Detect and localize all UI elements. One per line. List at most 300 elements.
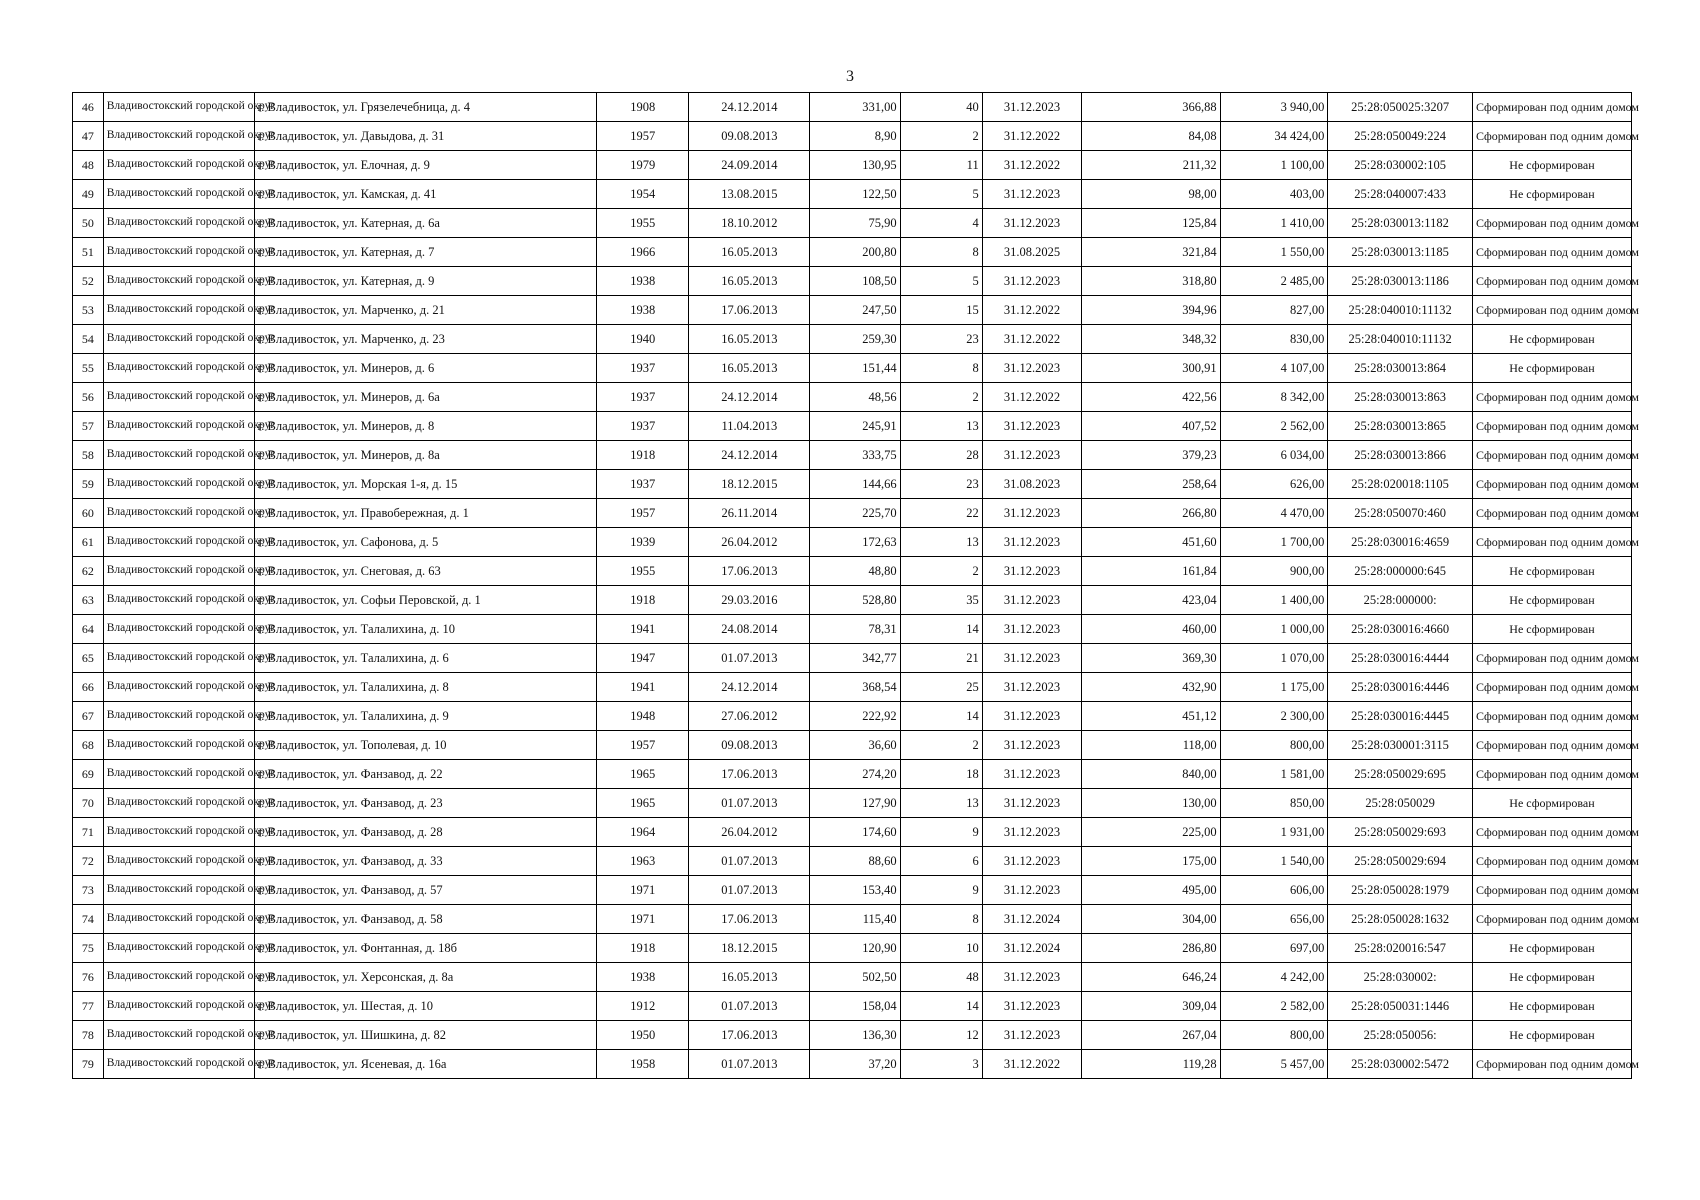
table-row: [73, 412, 1632, 441]
area-cell: 172,63: [810, 528, 900, 557]
residents-cell: 6: [900, 847, 982, 876]
year-built-cell: 1965: [597, 789, 689, 818]
land-status-cell: Сформирован под одним домом: [1472, 238, 1631, 267]
land-area-cell: 1 581,00: [1220, 760, 1328, 789]
row-number: 49: [73, 180, 104, 209]
municipality-cell: Владивостокский городской округ: [103, 1050, 254, 1079]
address-cell: г. Владивосток, ул. Марченко, д. 23: [254, 325, 597, 354]
relocation-term-cell: 31.12.2023: [982, 702, 1081, 731]
address-cell: г. Владивосток, ул. Талалихина, д. 9: [254, 702, 597, 731]
residents-cell: 9: [900, 876, 982, 905]
table-row: [73, 296, 1632, 325]
area-cell: 200,80: [810, 238, 900, 267]
total-area-cell: 348,32: [1082, 325, 1220, 354]
row-number: 73: [73, 876, 104, 905]
land-status-cell: Не сформирован: [1472, 557, 1631, 586]
municipality-cell: Владивостокский городской округ: [103, 412, 254, 441]
cadastral-number-cell: 25:28:050029:693: [1328, 818, 1473, 847]
relocation-term-cell: 31.08.2025: [982, 238, 1081, 267]
address-cell: г. Владивосток, ул. Камская, д. 41: [254, 180, 597, 209]
table-row: [73, 325, 1632, 354]
land-status-cell: Сформирован под одним домом: [1472, 267, 1631, 296]
area-cell: 78,31: [810, 615, 900, 644]
relocation-term-cell: 31.12.2023: [982, 731, 1081, 760]
residents-cell: 2: [900, 122, 982, 151]
land-status-cell: Сформирован под одним домом: [1472, 470, 1631, 499]
cadastral-number-cell: 25:28:050025:3207: [1328, 93, 1473, 122]
area-cell: 342,77: [810, 644, 900, 673]
row-number: 74: [73, 905, 104, 934]
address-cell: г. Владивосток, ул. Фанзавод, д. 33: [254, 847, 597, 876]
recognition-date-cell: 27.06.2012: [689, 702, 810, 731]
relocation-term-cell: 31.12.2022: [982, 122, 1081, 151]
total-area-cell: 318,80: [1082, 267, 1220, 296]
land-area-cell: 4 242,00: [1220, 963, 1328, 992]
land-status-cell: Сформирован под одним домом: [1472, 93, 1631, 122]
table-row: [73, 528, 1632, 557]
address-cell: г. Владивосток, ул. Минеров, д. 8а: [254, 441, 597, 470]
relocation-term-cell: 31.12.2023: [982, 615, 1081, 644]
year-built-cell: 1912: [597, 992, 689, 1021]
row-number: 79: [73, 1050, 104, 1079]
row-number: 69: [73, 760, 104, 789]
cadastral-number-cell: 25:28:000000:: [1328, 586, 1473, 615]
relocation-term-cell: 31.12.2023: [982, 818, 1081, 847]
total-area-cell: 119,28: [1082, 1050, 1220, 1079]
area-cell: 153,40: [810, 876, 900, 905]
total-area-cell: 84,08: [1082, 122, 1220, 151]
row-number: 78: [73, 1021, 104, 1050]
residents-cell: 5: [900, 180, 982, 209]
municipality-cell: Владивостокский городской округ: [103, 963, 254, 992]
year-built-cell: 1937: [597, 470, 689, 499]
area-cell: 528,80: [810, 586, 900, 615]
land-status-cell: Не сформирован: [1472, 992, 1631, 1021]
table-row: [73, 151, 1632, 180]
table-row: [73, 905, 1632, 934]
area-cell: 115,40: [810, 905, 900, 934]
year-built-cell: 1957: [597, 122, 689, 151]
land-area-cell: 850,00: [1220, 789, 1328, 818]
area-cell: 222,92: [810, 702, 900, 731]
year-built-cell: 1966: [597, 238, 689, 267]
residents-cell: 48: [900, 963, 982, 992]
year-built-cell: 1955: [597, 209, 689, 238]
relocation-term-cell: 31.12.2023: [982, 1021, 1081, 1050]
recognition-date-cell: 16.05.2013: [689, 238, 810, 267]
relocation-term-cell: 31.12.2022: [982, 296, 1081, 325]
recognition-date-cell: 17.06.2013: [689, 296, 810, 325]
recognition-date-cell: 17.06.2013: [689, 1021, 810, 1050]
land-area-cell: 1 540,00: [1220, 847, 1328, 876]
relocation-term-cell: 31.12.2023: [982, 992, 1081, 1021]
residents-cell: 13: [900, 412, 982, 441]
municipality-cell: Владивостокский городской округ: [103, 760, 254, 789]
address-cell: г. Владивосток, ул. Марченко, д. 21: [254, 296, 597, 325]
area-cell: 368,54: [810, 673, 900, 702]
land-status-cell: Не сформирован: [1472, 789, 1631, 818]
land-status-cell: Сформирован под одним домом: [1472, 818, 1631, 847]
land-area-cell: 830,00: [1220, 325, 1328, 354]
table-row: [73, 615, 1632, 644]
cadastral-number-cell: 25:28:030013:863: [1328, 383, 1473, 412]
area-cell: 36,60: [810, 731, 900, 760]
year-built-cell: 1941: [597, 615, 689, 644]
land-area-cell: 1 100,00: [1220, 151, 1328, 180]
municipality-cell: Владивостокский городской округ: [103, 644, 254, 673]
total-area-cell: 130,00: [1082, 789, 1220, 818]
total-area-cell: 211,32: [1082, 151, 1220, 180]
municipality-cell: Владивостокский городской округ: [103, 818, 254, 847]
land-area-cell: 1 931,00: [1220, 818, 1328, 847]
land-area-cell: 697,00: [1220, 934, 1328, 963]
land-status-cell: Сформирован под одним домом: [1472, 296, 1631, 325]
address-cell: г. Владивосток, ул. Катерная, д. 9: [254, 267, 597, 296]
recognition-date-cell: 26.04.2012: [689, 528, 810, 557]
total-area-cell: 495,00: [1082, 876, 1220, 905]
recognition-date-cell: 09.08.2013: [689, 122, 810, 151]
recognition-date-cell: 01.07.2013: [689, 789, 810, 818]
row-number: 65: [73, 644, 104, 673]
land-status-cell: Не сформирован: [1472, 180, 1631, 209]
land-area-cell: 34 424,00: [1220, 122, 1328, 151]
recognition-date-cell: 01.07.2013: [689, 876, 810, 905]
land-area-cell: 606,00: [1220, 876, 1328, 905]
recognition-date-cell: 09.08.2013: [689, 731, 810, 760]
table-row: [73, 238, 1632, 267]
recognition-date-cell: 18.12.2015: [689, 470, 810, 499]
land-area-cell: 5 457,00: [1220, 1050, 1328, 1079]
table-row: [73, 644, 1632, 673]
land-area-cell: 1 000,00: [1220, 615, 1328, 644]
year-built-cell: 1963: [597, 847, 689, 876]
relocation-term-cell: 31.12.2023: [982, 760, 1081, 789]
address-cell: г. Владивосток, ул. Катерная, д. 7: [254, 238, 597, 267]
table-row: [73, 354, 1632, 383]
relocation-term-cell: 31.12.2022: [982, 1050, 1081, 1079]
residents-cell: 3: [900, 1050, 982, 1079]
residents-cell: 22: [900, 499, 982, 528]
table-row: [73, 934, 1632, 963]
municipality-cell: Владивостокский городской округ: [103, 992, 254, 1021]
row-number: 62: [73, 557, 104, 586]
area-cell: 8,90: [810, 122, 900, 151]
recognition-date-cell: 29.03.2016: [689, 586, 810, 615]
cadastral-number-cell: 25:28:040007:433: [1328, 180, 1473, 209]
land-status-cell: Не сформирован: [1472, 586, 1631, 615]
address-cell: г. Владивосток, ул. Катерная, д. 6а: [254, 209, 597, 238]
land-status-cell: Сформирован под одним домом: [1472, 499, 1631, 528]
land-area-cell: 900,00: [1220, 557, 1328, 586]
municipality-cell: Владивостокский городской округ: [103, 934, 254, 963]
residents-cell: 25: [900, 673, 982, 702]
table-row: [73, 731, 1632, 760]
total-area-cell: 379,23: [1082, 441, 1220, 470]
residents-cell: 21: [900, 644, 982, 673]
recognition-date-cell: 13.08.2015: [689, 180, 810, 209]
recognition-date-cell: 17.06.2013: [689, 760, 810, 789]
row-number: 67: [73, 702, 104, 731]
municipality-cell: Владивостокский городской округ: [103, 847, 254, 876]
recognition-date-cell: 24.12.2014: [689, 93, 810, 122]
recognition-date-cell: 24.09.2014: [689, 151, 810, 180]
relocation-term-cell: 31.12.2023: [982, 557, 1081, 586]
recognition-date-cell: 26.11.2014: [689, 499, 810, 528]
year-built-cell: 1937: [597, 383, 689, 412]
total-area-cell: 175,00: [1082, 847, 1220, 876]
address-cell: г. Владивосток, ул. Ясеневая, д. 16а: [254, 1050, 597, 1079]
total-area-cell: 321,84: [1082, 238, 1220, 267]
relocation-term-cell: 31.12.2023: [982, 789, 1081, 818]
total-area-cell: 98,00: [1082, 180, 1220, 209]
row-number: 50: [73, 209, 104, 238]
cadastral-number-cell: 25:28:030002:105: [1328, 151, 1473, 180]
area-cell: 225,70: [810, 499, 900, 528]
address-cell: г. Владивосток, ул. Софьи Перовской, д. 1: [254, 586, 597, 615]
area-cell: 130,95: [810, 151, 900, 180]
table-row: [73, 180, 1632, 209]
land-area-cell: 1 550,00: [1220, 238, 1328, 267]
row-number: 76: [73, 963, 104, 992]
land-status-cell: Сформирован под одним домом: [1472, 383, 1631, 412]
recognition-date-cell: 11.04.2013: [689, 412, 810, 441]
table-row: [73, 383, 1632, 412]
land-status-cell: Не сформирован: [1472, 151, 1631, 180]
municipality-cell: Владивостокский городской округ: [103, 325, 254, 354]
year-built-cell: 1938: [597, 267, 689, 296]
residents-cell: 11: [900, 151, 982, 180]
area-cell: 331,00: [810, 93, 900, 122]
residents-cell: 2: [900, 731, 982, 760]
land-area-cell: 6 034,00: [1220, 441, 1328, 470]
land-status-cell: Сформирован под одним домом: [1472, 731, 1631, 760]
address-cell: г. Владивосток, ул. Сафонова, д. 5: [254, 528, 597, 557]
land-area-cell: 2 582,00: [1220, 992, 1328, 1021]
year-built-cell: 1965: [597, 760, 689, 789]
row-number: 47: [73, 122, 104, 151]
recognition-date-cell: 24.08.2014: [689, 615, 810, 644]
row-number: 52: [73, 267, 104, 296]
table-row: [73, 557, 1632, 586]
table-row: [73, 847, 1632, 876]
land-status-cell: Сформирован под одним домом: [1472, 644, 1631, 673]
municipality-cell: Владивостокский городской округ: [103, 528, 254, 557]
residents-cell: 14: [900, 702, 982, 731]
residents-cell: 8: [900, 354, 982, 383]
row-number: 64: [73, 615, 104, 644]
land-area-cell: 626,00: [1220, 470, 1328, 499]
recognition-date-cell: 24.12.2014: [689, 673, 810, 702]
residents-cell: 35: [900, 586, 982, 615]
relocation-term-cell: 31.12.2023: [982, 441, 1081, 470]
land-area-cell: 2 300,00: [1220, 702, 1328, 731]
cadastral-number-cell: 25:28:030002:5472: [1328, 1050, 1473, 1079]
recognition-date-cell: 01.07.2013: [689, 1050, 810, 1079]
table-row: [73, 876, 1632, 905]
land-status-cell: Сформирован под одним домом: [1472, 673, 1631, 702]
area-cell: 247,50: [810, 296, 900, 325]
table-row: [73, 992, 1632, 1021]
municipality-cell: Владивостокский городской округ: [103, 702, 254, 731]
municipality-cell: Владивостокский городской округ: [103, 238, 254, 267]
relocation-term-cell: 31.12.2023: [982, 673, 1081, 702]
address-cell: г. Владивосток, ул. Давыдова, д. 31: [254, 122, 597, 151]
relocation-term-cell: 31.12.2022: [982, 325, 1081, 354]
recognition-date-cell: 16.05.2013: [689, 354, 810, 383]
year-built-cell: 1958: [597, 1050, 689, 1079]
cadastral-number-cell: 25:28:050056:: [1328, 1021, 1473, 1050]
total-area-cell: 258,64: [1082, 470, 1220, 499]
address-cell: г. Владивосток, ул. Снеговая, д. 63: [254, 557, 597, 586]
cadastral-number-cell: 25:28:030002:: [1328, 963, 1473, 992]
table-row: [73, 267, 1632, 296]
land-status-cell: Сформирован под одним домом: [1472, 702, 1631, 731]
land-status-cell: Не сформирован: [1472, 1021, 1631, 1050]
address-cell: г. Владивосток, ул. Елочная, д. 9: [254, 151, 597, 180]
municipality-cell: Владивостокский городской округ: [103, 557, 254, 586]
address-cell: г. Владивосток, ул. Талалихина, д. 8: [254, 673, 597, 702]
land-area-cell: 800,00: [1220, 1021, 1328, 1050]
relocation-term-cell: 31.12.2023: [982, 963, 1081, 992]
area-cell: 245,91: [810, 412, 900, 441]
year-built-cell: 1937: [597, 354, 689, 383]
cadastral-number-cell: 25:28:050028:1632: [1328, 905, 1473, 934]
land-status-cell: Не сформирован: [1472, 963, 1631, 992]
year-built-cell: 1957: [597, 499, 689, 528]
area-cell: 122,50: [810, 180, 900, 209]
land-status-cell: Сформирован под одним домом: [1472, 847, 1631, 876]
address-cell: г. Владивосток, ул. Фанзавод, д. 57: [254, 876, 597, 905]
row-number: 72: [73, 847, 104, 876]
row-number: 51: [73, 238, 104, 267]
total-area-cell: 460,00: [1082, 615, 1220, 644]
municipality-cell: Владивостокский городской округ: [103, 499, 254, 528]
table-row: [73, 209, 1632, 238]
total-area-cell: 266,80: [1082, 499, 1220, 528]
recognition-date-cell: 18.12.2015: [689, 934, 810, 963]
row-number: 66: [73, 673, 104, 702]
residents-cell: 18: [900, 760, 982, 789]
residents-cell: 10: [900, 934, 982, 963]
area-cell: 144,66: [810, 470, 900, 499]
area-cell: 48,80: [810, 557, 900, 586]
cadastral-number-cell: 25:28:050029:694: [1328, 847, 1473, 876]
land-status-cell: Сформирован под одним домом: [1472, 528, 1631, 557]
municipality-cell: Владивостокский городской округ: [103, 122, 254, 151]
area-cell: 108,50: [810, 267, 900, 296]
land-area-cell: 800,00: [1220, 731, 1328, 760]
recognition-date-cell: 24.12.2014: [689, 383, 810, 412]
year-built-cell: 1971: [597, 876, 689, 905]
relocation-term-cell: 31.12.2023: [982, 876, 1081, 905]
area-cell: 136,30: [810, 1021, 900, 1050]
cadastral-number-cell: 25:28:030013:1185: [1328, 238, 1473, 267]
year-built-cell: 1918: [597, 934, 689, 963]
residents-cell: 8: [900, 905, 982, 934]
area-cell: 174,60: [810, 818, 900, 847]
area-cell: 120,90: [810, 934, 900, 963]
municipality-cell: Владивостокский городской округ: [103, 209, 254, 238]
area-cell: 502,50: [810, 963, 900, 992]
total-area-cell: 407,52: [1082, 412, 1220, 441]
total-area-cell: 125,84: [1082, 209, 1220, 238]
municipality-cell: Владивостокский городской округ: [103, 789, 254, 818]
address-cell: г. Владивосток, ул. Фанзавод, д. 23: [254, 789, 597, 818]
row-number: 55: [73, 354, 104, 383]
total-area-cell: 267,04: [1082, 1021, 1220, 1050]
table-row: [73, 818, 1632, 847]
row-number: 48: [73, 151, 104, 180]
area-cell: 274,20: [810, 760, 900, 789]
cadastral-number-cell: 25:28:000000:645: [1328, 557, 1473, 586]
cadastral-number-cell: 25:28:020018:1105: [1328, 470, 1473, 499]
municipality-cell: Владивостокский городской округ: [103, 296, 254, 325]
relocation-term-cell: 31.12.2023: [982, 644, 1081, 673]
row-number: 63: [73, 586, 104, 615]
relocation-term-cell: 31.12.2023: [982, 93, 1081, 122]
total-area-cell: 394,96: [1082, 296, 1220, 325]
residents-cell: 15: [900, 296, 982, 325]
row-number: 59: [73, 470, 104, 499]
land-area-cell: 1 175,00: [1220, 673, 1328, 702]
cadastral-number-cell: 25:28:030013:866: [1328, 441, 1473, 470]
land-area-cell: 827,00: [1220, 296, 1328, 325]
relocation-term-cell: 31.12.2023: [982, 267, 1081, 296]
table-body: [73, 93, 1640, 1079]
relocation-term-cell: 31.12.2024: [982, 934, 1081, 963]
cadastral-number-cell: 25:28:050029: [1328, 789, 1473, 818]
address-cell: г. Владивосток, ул. Фанзавод, д. 58: [254, 905, 597, 934]
address-cell: г. Владивосток, ул. Минеров, д. 6а: [254, 383, 597, 412]
residents-cell: 14: [900, 992, 982, 1021]
table-row: [73, 470, 1632, 499]
residents-cell: 8: [900, 238, 982, 267]
residents-cell: 12: [900, 1021, 982, 1050]
cadastral-number-cell: 25:28:030016:4444: [1328, 644, 1473, 673]
land-area-cell: 1 410,00: [1220, 209, 1328, 238]
total-area-cell: 451,60: [1082, 528, 1220, 557]
row-number: 46: [73, 93, 104, 122]
table-row: [73, 93, 1632, 122]
table-row: [73, 963, 1632, 992]
table-row: [73, 789, 1632, 818]
recognition-date-cell: 16.05.2013: [689, 267, 810, 296]
table-row: [73, 499, 1632, 528]
land-area-cell: 2 485,00: [1220, 267, 1328, 296]
municipality-cell: Владивостокский городской округ: [103, 93, 254, 122]
recognition-date-cell: 16.05.2013: [689, 325, 810, 354]
address-cell: г. Владивосток, ул. Минеров, д. 8: [254, 412, 597, 441]
area-cell: 75,90: [810, 209, 900, 238]
area-cell: 151,44: [810, 354, 900, 383]
residents-cell: 13: [900, 528, 982, 557]
year-built-cell: 1918: [597, 586, 689, 615]
address-cell: г. Владивосток, ул. Фанзавод, д. 22: [254, 760, 597, 789]
municipality-cell: Владивостокский городской округ: [103, 470, 254, 499]
address-cell: г. Владивосток, ул. Талалихина, д. 10: [254, 615, 597, 644]
land-status-cell: Сформирован под одним домом: [1472, 760, 1631, 789]
land-status-cell: Сформирован под одним домом: [1472, 122, 1631, 151]
municipality-cell: Владивостокский городской округ: [103, 876, 254, 905]
recognition-date-cell: 17.06.2013: [689, 557, 810, 586]
recognition-date-cell: 01.07.2013: [689, 992, 810, 1021]
year-built-cell: 1908: [597, 93, 689, 122]
municipality-cell: Владивостокский городской округ: [103, 354, 254, 383]
year-built-cell: 1971: [597, 905, 689, 934]
total-area-cell: 840,00: [1082, 760, 1220, 789]
land-area-cell: 8 342,00: [1220, 383, 1328, 412]
residents-cell: 23: [900, 470, 982, 499]
